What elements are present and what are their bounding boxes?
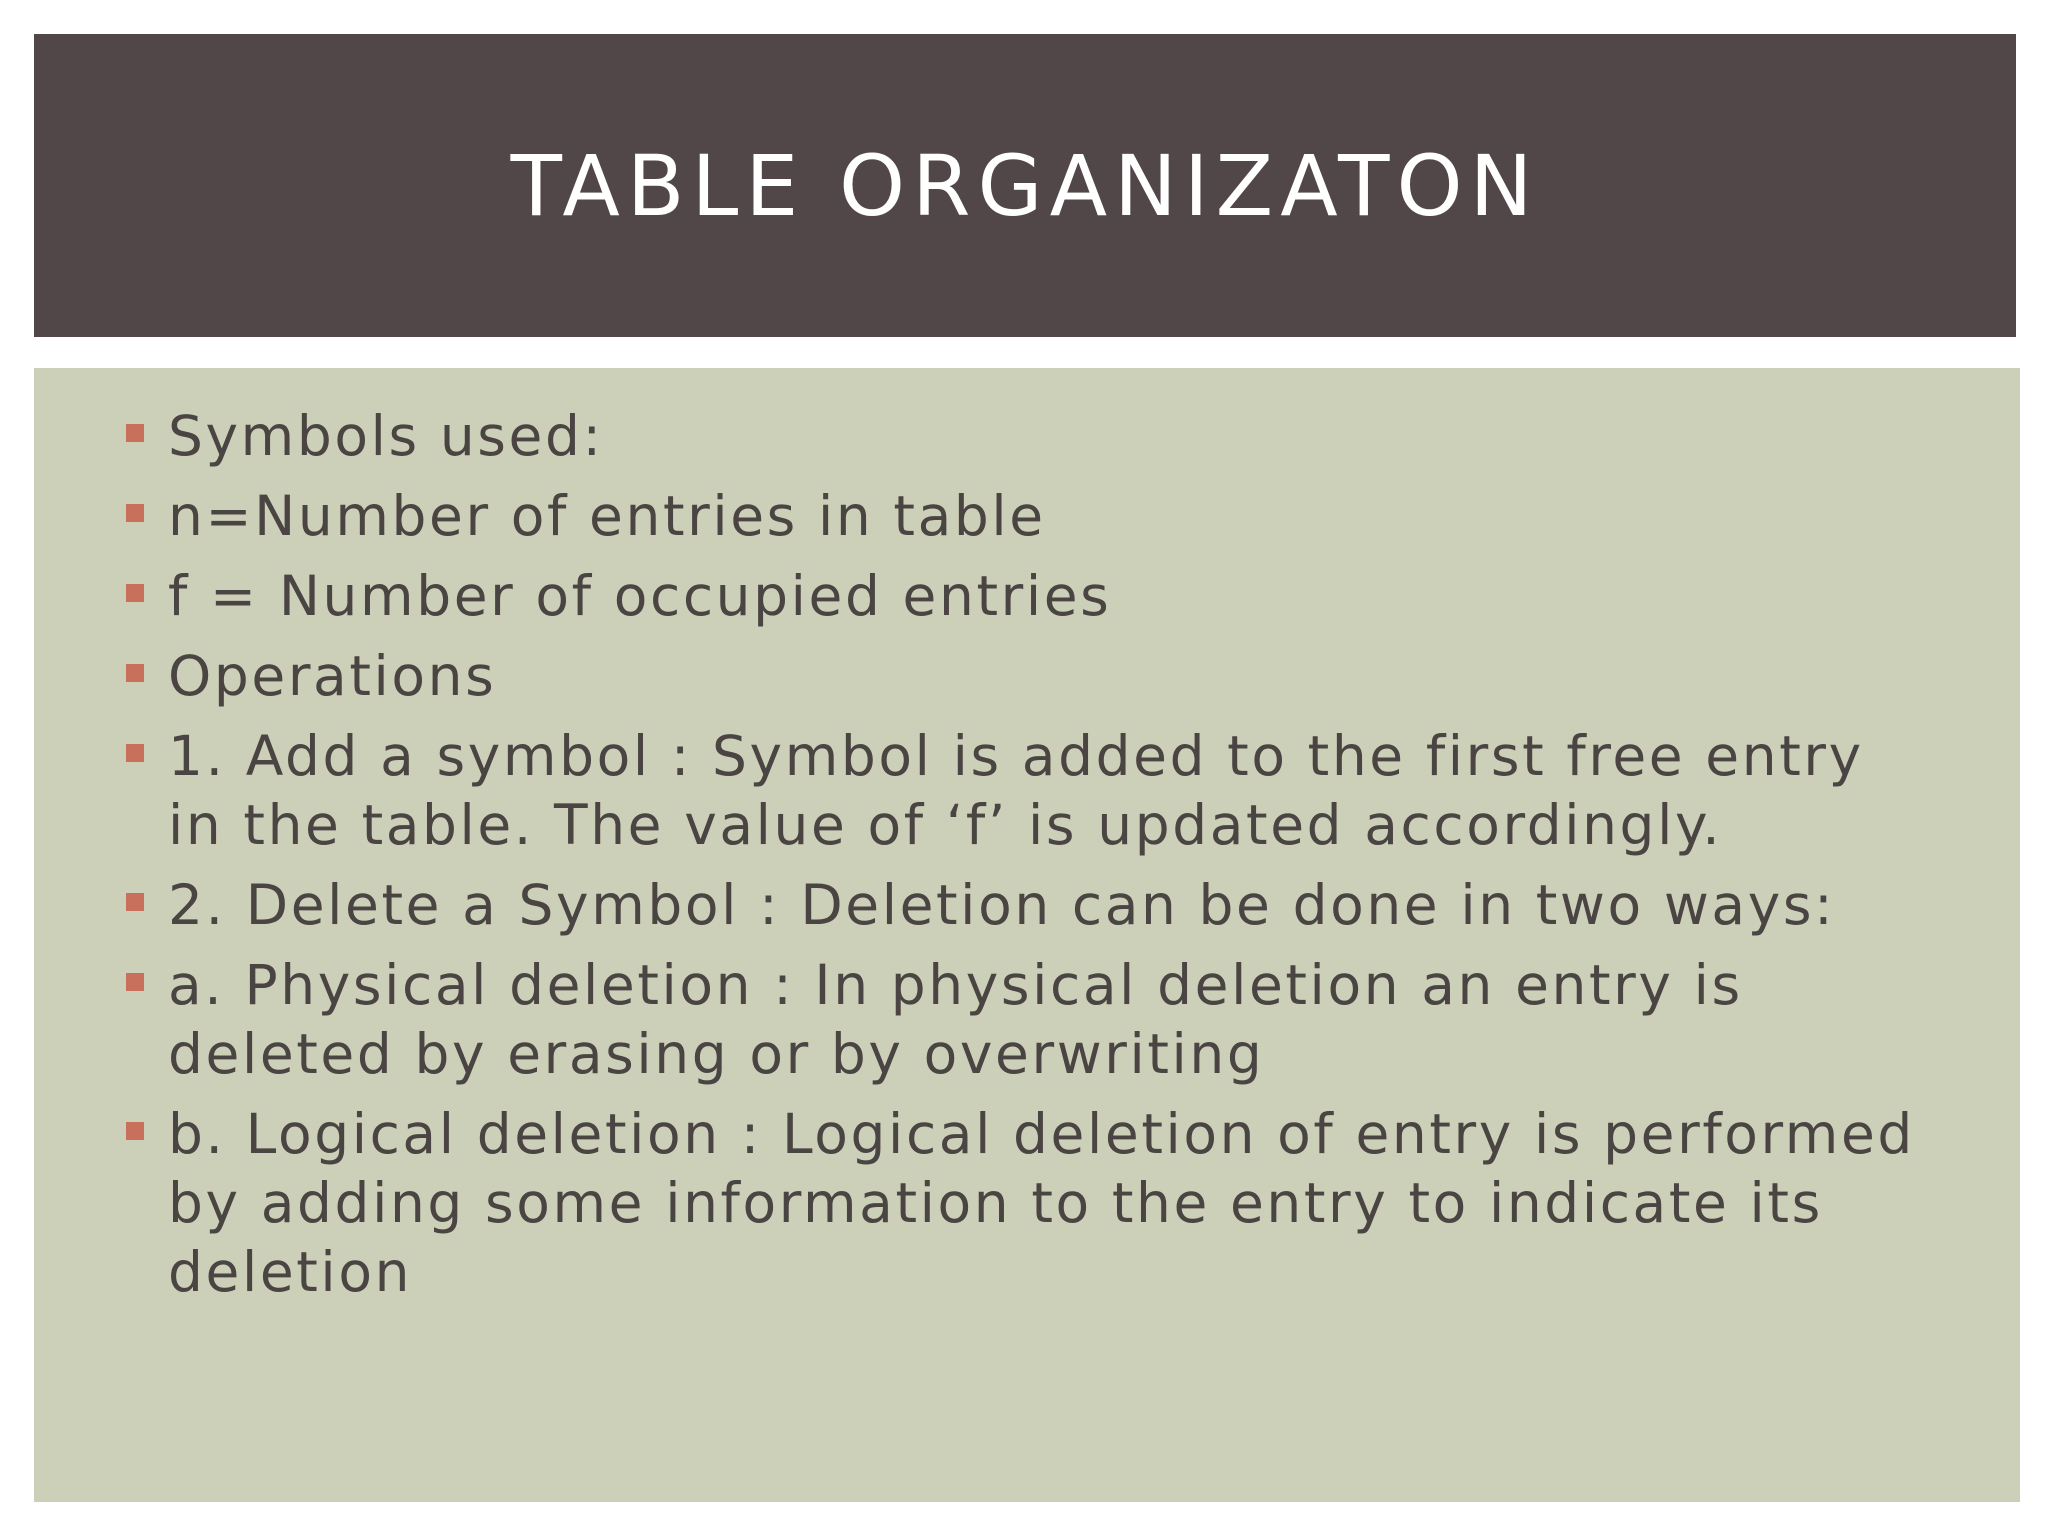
bullet-item bbox=[34, 951, 1928, 1089]
square-bullet-icon bbox=[126, 973, 144, 991]
square-bullet-icon bbox=[126, 584, 144, 602]
bullet-text: 2. Delete a Symbol : Deletion can be done in two ways: bbox=[168, 873, 1836, 937]
square-bullet-icon bbox=[126, 893, 144, 911]
square-bullet-icon bbox=[126, 1122, 144, 1140]
title-bar bbox=[34, 34, 2016, 337]
bullet-text: Operations bbox=[168, 644, 497, 708]
square-bullet-icon bbox=[126, 504, 144, 522]
bullet-item bbox=[34, 482, 1928, 551]
content-panel bbox=[34, 368, 2020, 1502]
bullet-list bbox=[34, 402, 1934, 1318]
bullet-text: 1. Add a symbol : Symbol is added to the first free entry in the table. The value of ‘f’ is updated accordingly. bbox=[168, 724, 1864, 857]
bullet-item bbox=[34, 402, 1928, 471]
bullet-item bbox=[34, 562, 1928, 631]
bullet-text: n=Number of entries in table bbox=[168, 484, 1046, 548]
slide-title: TABLE ORGANIZATON bbox=[510, 136, 1540, 235]
bullet-item bbox=[34, 871, 1928, 940]
bullet-item bbox=[34, 642, 1928, 711]
bullet-item bbox=[34, 722, 1928, 860]
bullet-item bbox=[34, 1100, 1928, 1307]
bullet-text: a. Physical deletion : In physical deletion an entry is deleted by erasing or by overwriting bbox=[168, 953, 1743, 1086]
square-bullet-icon bbox=[126, 744, 144, 762]
square-bullet-icon bbox=[126, 424, 144, 442]
bullet-text: f = Number of occupied entries bbox=[168, 564, 1112, 628]
square-bullet-icon bbox=[126, 664, 144, 682]
bullet-text: Symbols used: bbox=[168, 404, 604, 468]
bullet-text: b. Logical deletion : Logical deletion of entry is performed by adding some information to the entry to indicate its deletion bbox=[168, 1102, 1915, 1304]
